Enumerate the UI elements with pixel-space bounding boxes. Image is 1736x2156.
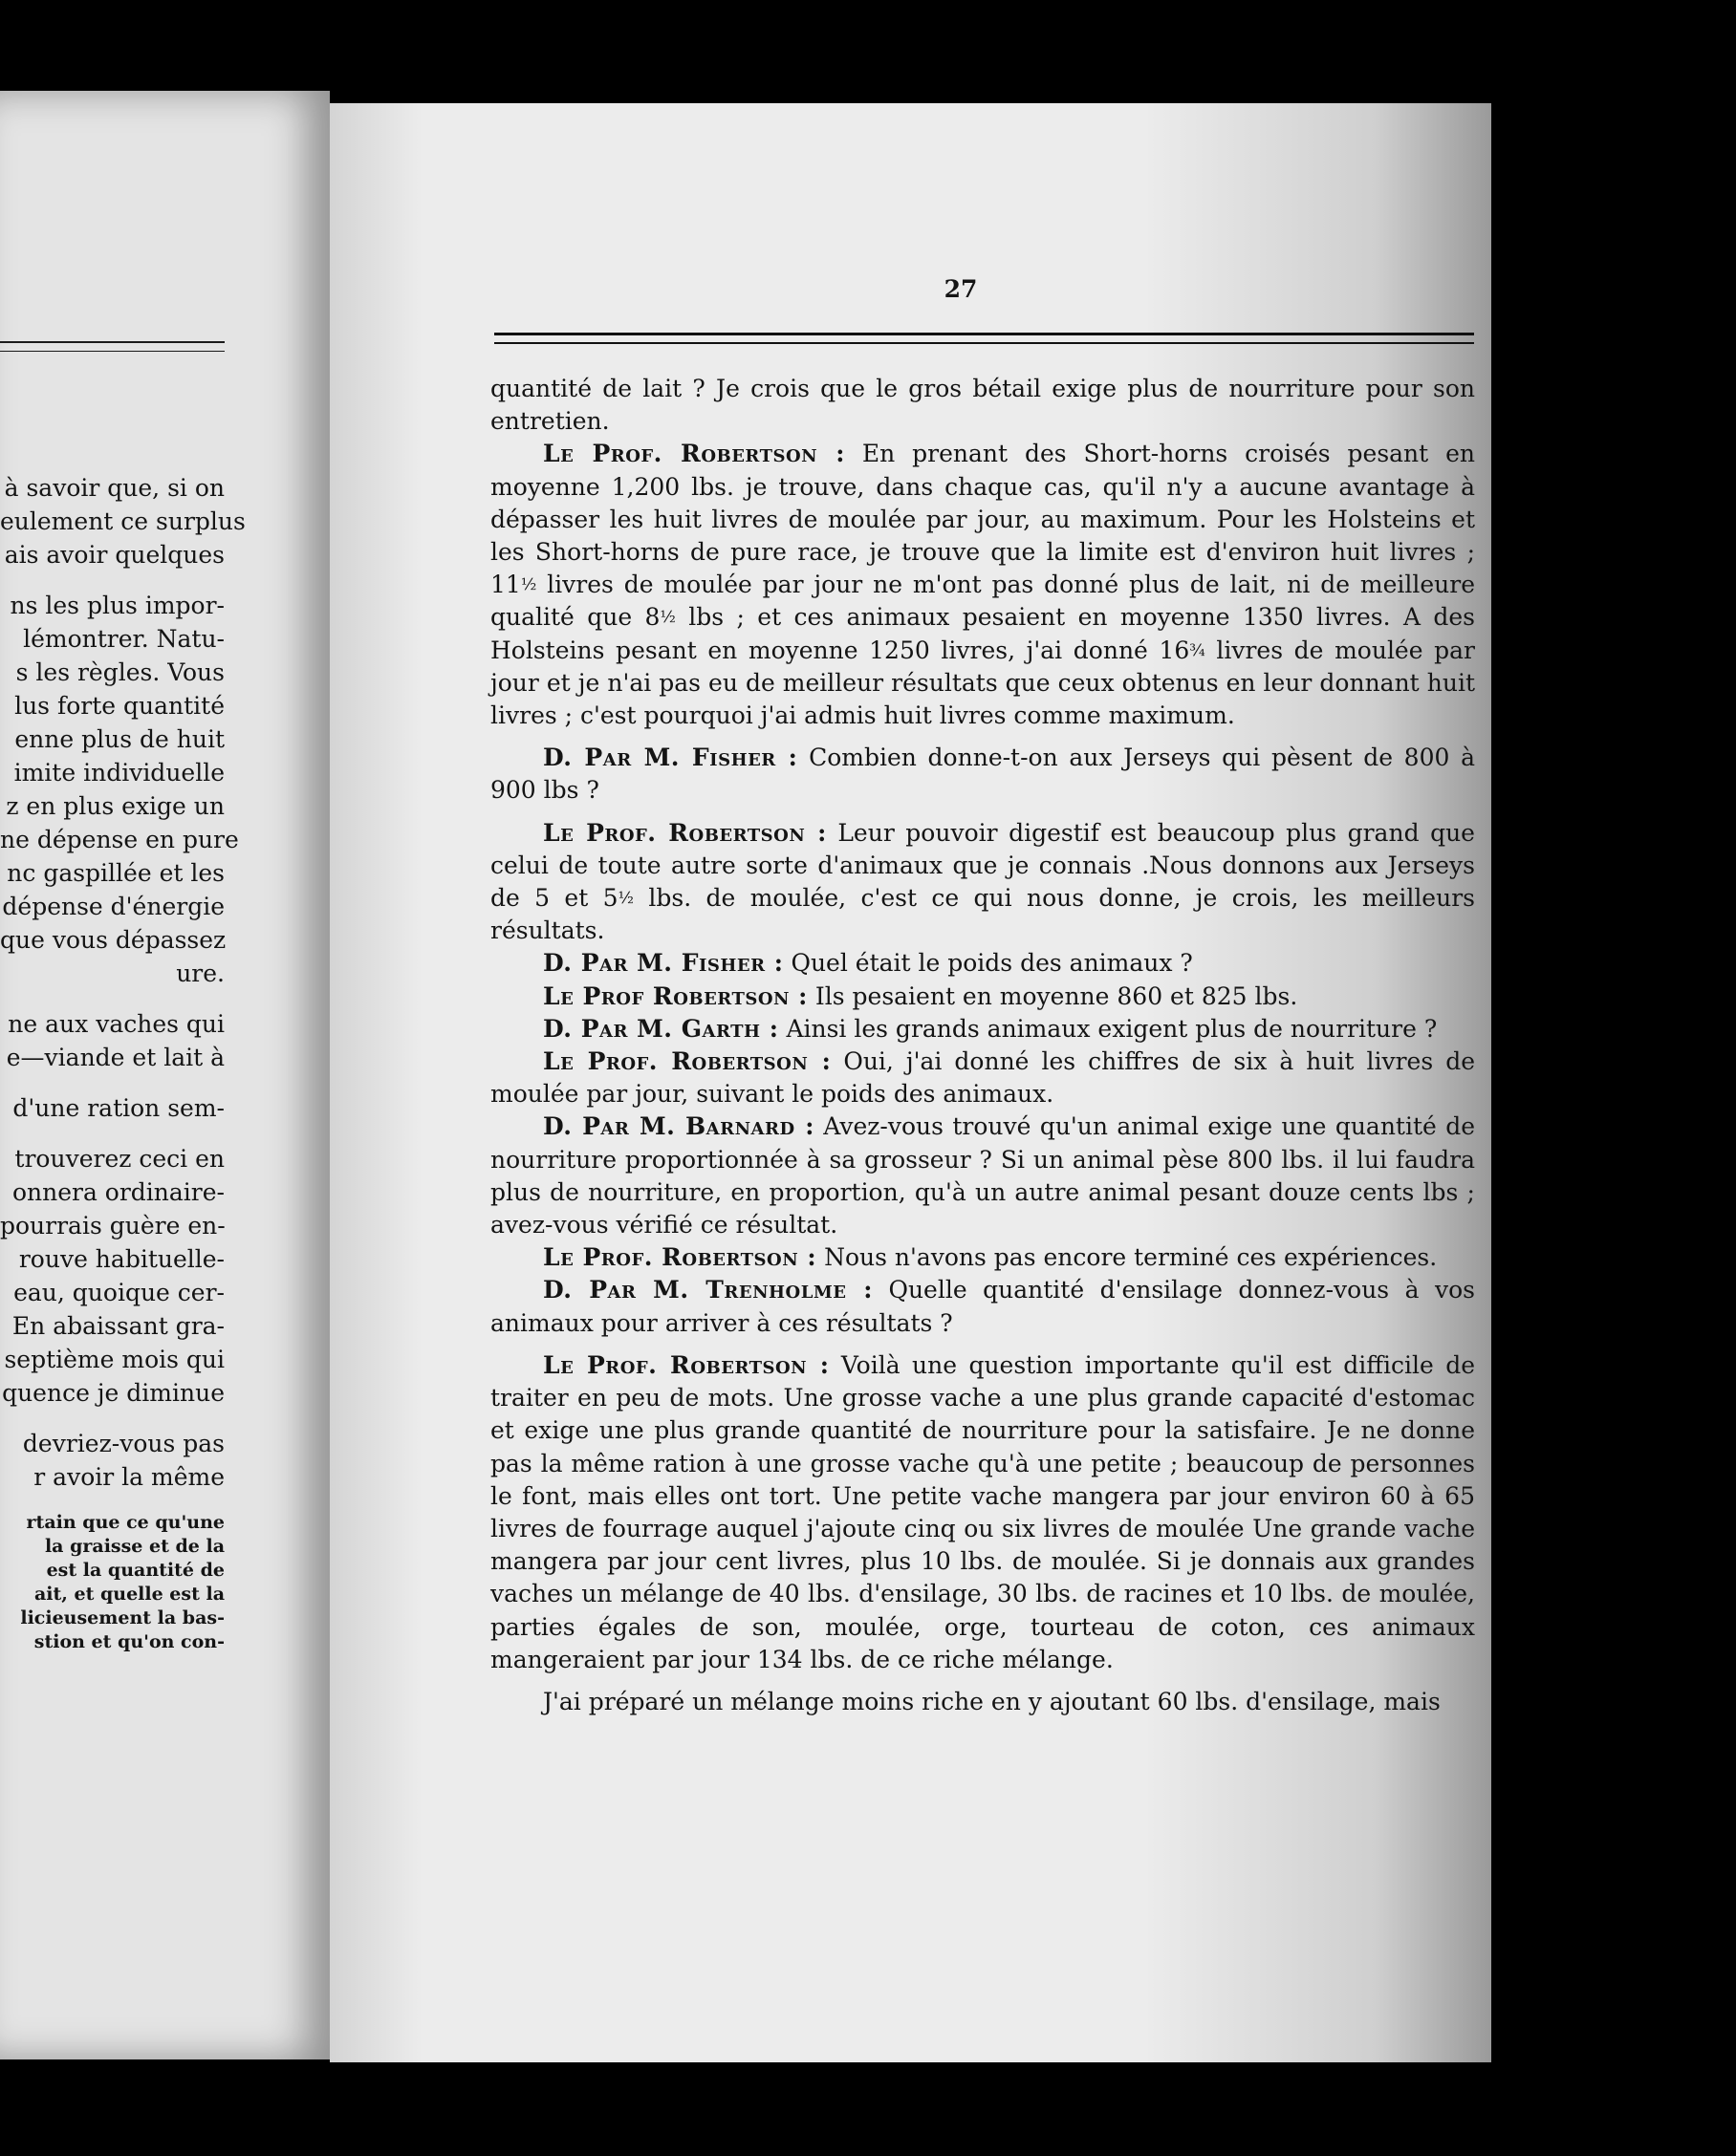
left-page-fragment (0, 91, 330, 2059)
left-small-line: ait, et quelle est la (33, 1584, 225, 1605)
left-text-line: enne plus de huit (14, 725, 225, 753)
left-text-line (0, 1074, 225, 1091)
left-text-line: septième mois qui (4, 1346, 225, 1373)
speaker-label: D. Par M. Fisher : (543, 949, 784, 978)
left-text-line: rouve habituelle- (18, 1245, 225, 1273)
paragraph (490, 817, 1475, 948)
paragraph-text: Quelle quantité d'ensilage donnez-vous à vos animaux pour arriver à ces résultats ? (490, 1276, 1475, 1337)
header-rule-thick (494, 333, 1474, 335)
speaker-label: D. Par M. Trenholme : (543, 1276, 873, 1304)
left-text-line: eau, quoique cer- (13, 1279, 225, 1306)
paragraph (490, 1274, 1475, 1339)
left-top-rule-thin (0, 351, 225, 352)
left-text-line: trouverez ceci en (14, 1145, 225, 1173)
left-text-line: lus forte quantité (14, 692, 225, 720)
paragraph (490, 373, 1475, 438)
left-top-rule (0, 341, 225, 343)
left-small-text (0, 1511, 225, 1652)
left-small-line: la graisse et de la (44, 1536, 225, 1557)
paragraph-text: Combien donne-t-on aux Jerseys qui pèsent de 800 à 900 lbs ? (490, 744, 1475, 805)
left-small-line: licieusement la bas- (20, 1607, 225, 1628)
left-text-line: à savoir que, si on (4, 474, 225, 502)
fraction: ½ (618, 889, 635, 909)
speaker-label: D. Par M. Garth : (543, 1014, 779, 1043)
left-text-line: ns les plus impor- (10, 592, 225, 619)
left-small-line: rtain que ce qu'une (26, 1512, 225, 1533)
left-text-line: z en plus exige un (6, 792, 225, 820)
left-text-line: pourrais guère en- (0, 1212, 226, 1240)
paragraph-text: Ainsi les grands animaux exigent plus de nourriture ? (778, 1014, 1438, 1043)
header-rule-thin (494, 342, 1474, 344)
speaker-label: Le Prof. Robertson : (543, 1243, 817, 1272)
paragraph (490, 1241, 1475, 1274)
left-text-line (0, 1125, 225, 1142)
paragraph-text: Voilà une question importante qu'il est difficile de traiter en peu de mots. Une grosse vache a une plus grande capacité d'estomac et exige une plus grande quantité de nourriture pour la satisfaire. Je ne donne pas la même ration à une grosse vache qu'à une petite ; beaucoup de personnes le font, mais elles ont tort. Une petite vache mangera par jour environ 60 à 65 livres de fourrage auquel j'ajoute cinq ou six livres de moulée Une grande vache mangera par jour cent livres, plus 10 lbs. de moulée. Si je donnais aux grandes vaches un mélange de 40 lbs. d'ensilage, 30 lbs. de racines et 10 lbs. de moulée, parties égales de son, moulée, orge, tourteau de coton, ces animaux mangeraient par jour 134 lbs. de ce riche mélange. (490, 1350, 1475, 1673)
page-number: 27 (944, 275, 978, 303)
paragraph-text: J'ai préparé un mélange moins riche en y ajoutant 60 lbs. d'ensilage, mais (543, 1687, 1441, 1715)
paragraph (490, 1013, 1475, 1046)
speaker-label: D. Par M. Barnard : (543, 1112, 814, 1141)
left-text-line: dépense d'énergie (2, 893, 225, 920)
paragraph (490, 947, 1475, 980)
right-page (330, 103, 1491, 2062)
left-text-line: que vous dépassez (0, 926, 227, 954)
fraction: ½ (660, 608, 676, 628)
left-text-line: lémontrer. Natu- (23, 625, 225, 653)
paragraph (490, 1686, 1475, 1718)
speaker-label: Le Prof. Robertson : (543, 818, 827, 847)
fraction: ¾ (1189, 640, 1205, 660)
left-text-line (0, 1410, 225, 1427)
left-text-line: ure. (176, 959, 225, 987)
paragraph-text: lbs. de moulée, c'est ce qui nous donne, je crois, les meilleurs résultats. (490, 884, 1475, 945)
speaker-label: Le Prof Robertson : (543, 981, 808, 1010)
paragraph-text: livres de moulée par jour ne m'ont pas donné plus de lait, ni de meilleure qualité que 8 (490, 571, 1475, 632)
fraction: ½ (520, 575, 537, 595)
paragraph-text: quantité de lait ? Je crois que le gros bétail exige plus de nourriture pour son entretien. (490, 375, 1475, 436)
left-text-line: s les règles. Vous (15, 658, 225, 686)
paragraph-text: Quel était le poids des animaux ? (783, 949, 1193, 978)
left-text-line: quence je diminue (2, 1379, 225, 1407)
paragraph (490, 981, 1475, 1013)
speaker-label: Le Prof. Robertson : (543, 440, 845, 468)
left-text-line: imite individuelle (13, 759, 225, 787)
left-text-column (0, 471, 246, 1652)
left-text-line: ne dépense en pure (0, 826, 239, 853)
left-text-line: devriez-vous pas (22, 1430, 225, 1457)
left-small-line: stion et qu'on con- (33, 1631, 225, 1652)
paragraph (490, 438, 1475, 732)
left-text-line (0, 990, 225, 1007)
left-text-line: r avoir la même (33, 1463, 225, 1491)
left-text-line: En abaissant gra- (11, 1312, 225, 1340)
speaker-label: D. Par M. Fisher : (543, 744, 798, 772)
left-text-line: ais avoir quelques (4, 541, 225, 569)
paragraph-text: Oui, j'ai donné les chiffres de six à huit livres de moulée par jour, suivant le poids des animaux. (490, 1047, 1475, 1109)
speaker-label: Le Prof. Robertson : (543, 1350, 830, 1379)
paragraph (490, 1046, 1475, 1110)
left-text-line: onnera ordinaire- (11, 1178, 225, 1206)
left-text-line: nc gaspillée et les (7, 859, 225, 887)
left-text-line: ne aux vaches qui (8, 1010, 225, 1038)
paragraph (490, 742, 1475, 807)
body-text (490, 373, 1475, 1718)
paragraph-text: Leur pouvoir digestif est beaucoup plus grand que celui de toute autre sorte d'animaux que je connais .Nous donnons aux Jerseys de 5 et 5 (490, 818, 1475, 913)
speaker-label: Le Prof. Robertson : (543, 1047, 832, 1076)
paragraph-text: Nous n'avons pas encore terminé ces expériences. (816, 1243, 1438, 1272)
paragraph (490, 1349, 1475, 1676)
left-text-line: d'une ration sem- (12, 1094, 225, 1122)
paragraph-text: En prenant des Short-horns croisés pesant en moyenne 1,200 lbs. je trouve, dans chaque cas, qu'il n'y a aucune avantage à dépasser les huit livres de moulée par jour, au maximum. Pour les Holsteins et les Short-horns de pure race, je trouve que la limite est d'environ huit livres ; 11 (490, 440, 1475, 599)
left-text-line (0, 571, 225, 589)
paragraph-text: Avez-vous trouvé qu'un animal exige une quantité de nourriture proportionnée à sa grosseur ? Si un animal pèse 800 lbs. il lui faudra plus de nourriture, en proportion, qu'à un autre animal pesant douze cents lbs ; avez-vous vérifié ce résultat. (490, 1112, 1475, 1240)
left-small-line: est la quantité de (46, 1560, 225, 1581)
paragraph (490, 1110, 1475, 1241)
left-text-line: e—viande et lait à (6, 1044, 225, 1071)
paragraph-text: Ils pesaient en moyenne 860 et 825 lbs. (807, 981, 1298, 1010)
paragraph-text: lbs ; et ces animaux pesaient en moyenne 1350 livres. A des Holsteins pesant en moyenne 1250 livres, j'ai donné 16 (490, 603, 1476, 664)
paragraph-text: livres de moulée par jour et je n'ai pas eu de meilleur résultats que ceux obtenus en leur donnant huit livres ; c'est pourquoi j'ai admis huit livres comme maximum. (490, 636, 1475, 730)
left-text-line: eulement ce surplus (0, 507, 246, 535)
